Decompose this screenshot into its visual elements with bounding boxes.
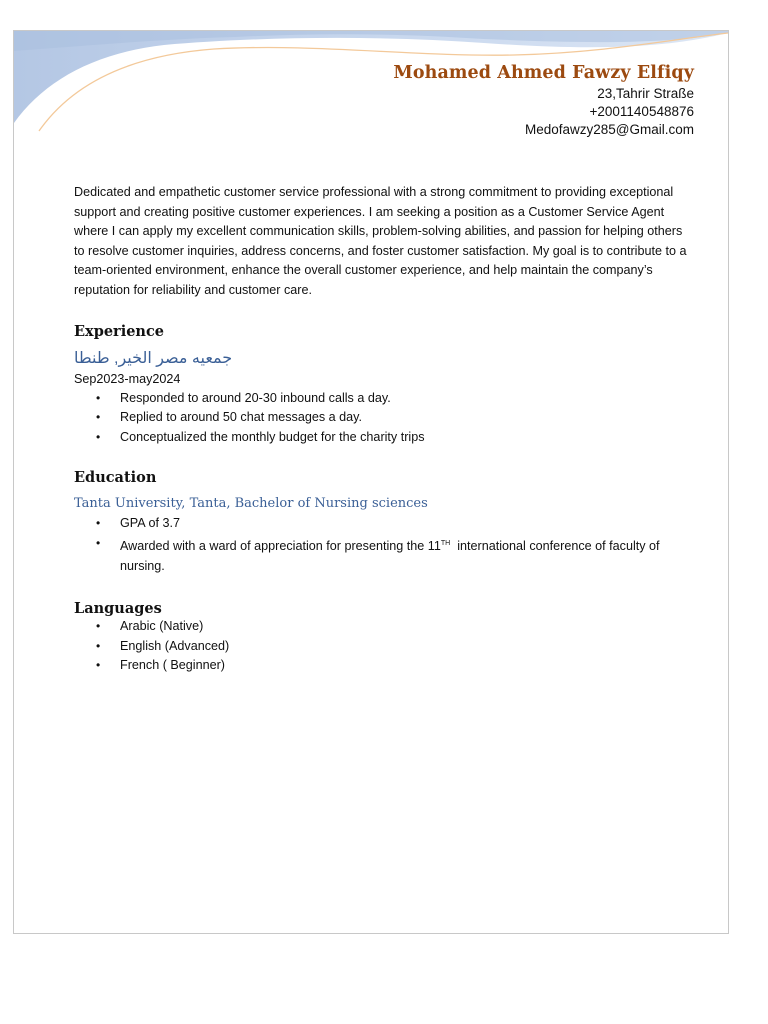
bullet-icon: • — [96, 638, 101, 653]
education-institution: Tanta University, Tanta, Bachelor of Nursing sciences — [74, 496, 428, 512]
list-item — [74, 514, 694, 534]
list-item — [74, 534, 694, 576]
experience-heading: Experience — [74, 322, 165, 340]
education-bullets — [74, 514, 694, 576]
list-item: • Replied to around 50 chat messages a day. — [74, 408, 694, 428]
experience-section — [74, 323, 694, 448]
list-item: • Responded to around 20-30 inbound calls a day. — [74, 389, 694, 409]
languages-list — [74, 617, 694, 676]
languages-heading: Languages — [74, 600, 162, 618]
bullet-icon: • — [96, 390, 101, 405]
phone-number[interactable]: +2001140548876 — [589, 104, 694, 119]
bullet-icon: • — [96, 429, 101, 444]
list-item: • Conceptualized the monthly budget for the charity trips — [74, 428, 694, 448]
contact-header — [393, 63, 694, 139]
education-heading: Education — [74, 469, 157, 487]
gpa: GPA of 3.7 — [120, 516, 180, 531]
bullet-icon: • — [96, 516, 101, 531]
applicant-name: Mohamed Ahmed Fawzy Elfiqy — [393, 63, 694, 83]
bullet-icon: • — [96, 619, 101, 634]
languages-section — [74, 600, 694, 676]
list-item: • Arabic (Native) — [74, 617, 694, 637]
list-item: • French ( Beginner) — [74, 656, 694, 676]
resume-body — [74, 183, 694, 676]
email-address[interactable]: Medofawzy285@Gmail.com — [524, 122, 694, 137]
education-section — [74, 469, 694, 576]
award-text: Awarded with a ward of appreciation for presenting the 11TH international conference of faculty of nursing. — [120, 538, 664, 573]
experience-dates: Sep2023-may2024 — [74, 371, 181, 386]
bullet-icon: • — [96, 658, 101, 673]
resume-page — [13, 30, 729, 934]
professional-summary: Dedicated and empathetic customer service professional with a strong commitment to providing exceptional support and creating positive customer experiences. I am seeking a position as a Customer Service Agent where I can apply my excellent communication skills, problem-solving abilities, and passion for helping others to resolve customer inquiries, address concerns, and foster customer satisfaction. My goal is to contribute to a team-oriented environment, enhance the overall customer experience, and help maintain the company’s reputation for reliability and customer care. — [74, 185, 687, 297]
experience-organization: جمعيه مصر الخير, طنطا — [74, 349, 233, 367]
bullet-icon: • — [96, 410, 101, 425]
experience-bullets — [74, 389, 694, 448]
list-item: • English (Advanced) — [74, 637, 694, 657]
bullet-icon: • — [96, 535, 101, 550]
address: 23,Tahrir Straße — [597, 86, 694, 101]
